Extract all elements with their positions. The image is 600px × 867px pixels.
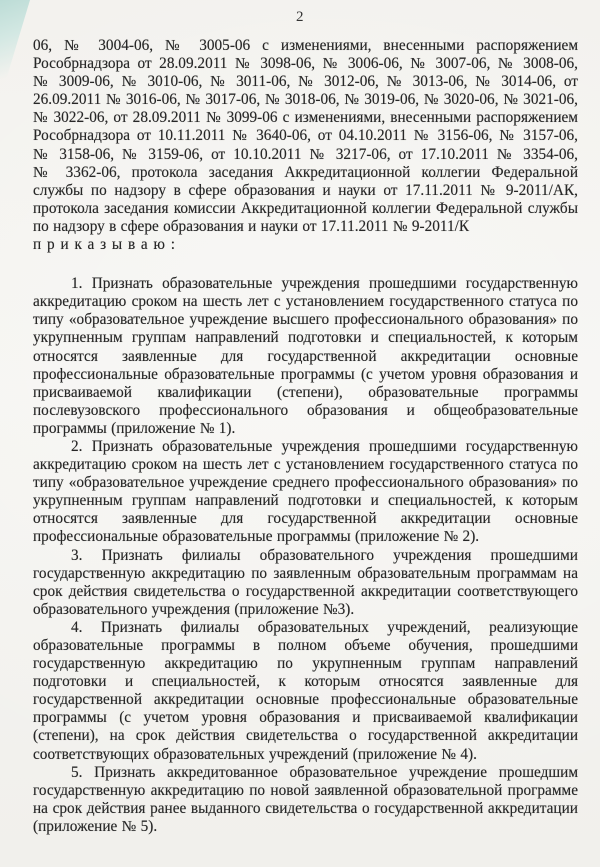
order-item-4: 4. Признать филиалы образовательных учреждений, реализующие образовательные программы в полном объеме обучения, прошедшими государственную аккредитацию по укрупненным группам направлений подготовки и специальностей, к которым относятся заявленные для государственной аккредитации основные профессиональные образовательные программы (с учетом уровня образования и присваиваемой квалификации (степени), на срок действия свидетельства о государственной аккредитации соответствующих образовательных учреждений (приложение № 4). bbox=[33, 618, 578, 763]
order-item-1: 1. Признать образовательные учреждения прошедшими государственную аккредитацию сроком на шесть лет с установлением государственного статуса по типу «образовательное учреждение высшего профессионального образования» по укрупненным группам направлений подготовки и специальностей, к которым относятся заявленные для государственной аккредитации основные профессиональные образовательные программы (с учетом уровня образования и присваиваемой квалификации (степени), образовательные программы послевузовского профессионального образования и общеобразовательные программы (приложение № 1). bbox=[33, 275, 578, 437]
decree-word: приказываю: bbox=[33, 236, 181, 254]
order-item-2: 2. Признать образовательные учреждения прошедшими государственную аккредитацию сроком на шесть лет с установлением государственного статуса по типу «образовательное учреждение среднего профессионального образования» по укрупненным группам направлений подготовки и специальностей, к которым относятся заявленные для государственной аккредитации основные профессиональные образовательные программы (приложение № 2). bbox=[33, 437, 578, 546]
order-item-3: 3. Признать филиалы образовательного учреждения прошедшими государственную аккредитацию по заявленным образовательным программам на срок действия свидетельства о государственной аккредитации соответствующего образовательного учреждения (приложение №3). bbox=[33, 546, 578, 618]
document-body bbox=[33, 37, 578, 836]
preamble-paragraph: 06, № 3004-06, № 3005-06 с изменениями, внесенными распоряжением Рособрнадзора от 28.09.2011 № 3098-06, № 3006-06, № 3007-06, № 3008-06, № 3009-06, № 3010-06, № 3011-06, № 3012-06, № 3013-06, № 3014-06, от 26.09.2011 № 3016-06, № 3017-06, № 3018-06, № 3019-06, № 3020-06, № 3021-06, № 3022-06, от 28.09.2011 № 3099-06 с изменениями, внесенными распоряжением Рособрнадзора от 10.11.2011 № 3640-06, от 04.10.2011 № 3156-06, № 3157-06, № 3158-06, № 3159-06, от 10.10.2011 № 3217-06, от 17.10.2011 № 3354-06, № 3362-06, протокола заседания Аккредитационной коллегии Федеральной службы по надзору в сфере образования и науки от 17.11.2011 № 9-2011/АК, протокола заседания комиссии Аккредитационной коллегии Федеральной службы по надзору в сфере образования и науки от 17.11.2011 № 9-2011/К bbox=[33, 37, 578, 235]
page-number: 2 bbox=[296, 9, 304, 25]
order-item-5: 5. Признать аккредитованное образовательное учреждение прошедшим государственную аккредитацию по новой заявленной образовательной программе на срок действия ранее выданного свидетельства о государственной аккредитации (приложение № 5). bbox=[33, 763, 578, 835]
